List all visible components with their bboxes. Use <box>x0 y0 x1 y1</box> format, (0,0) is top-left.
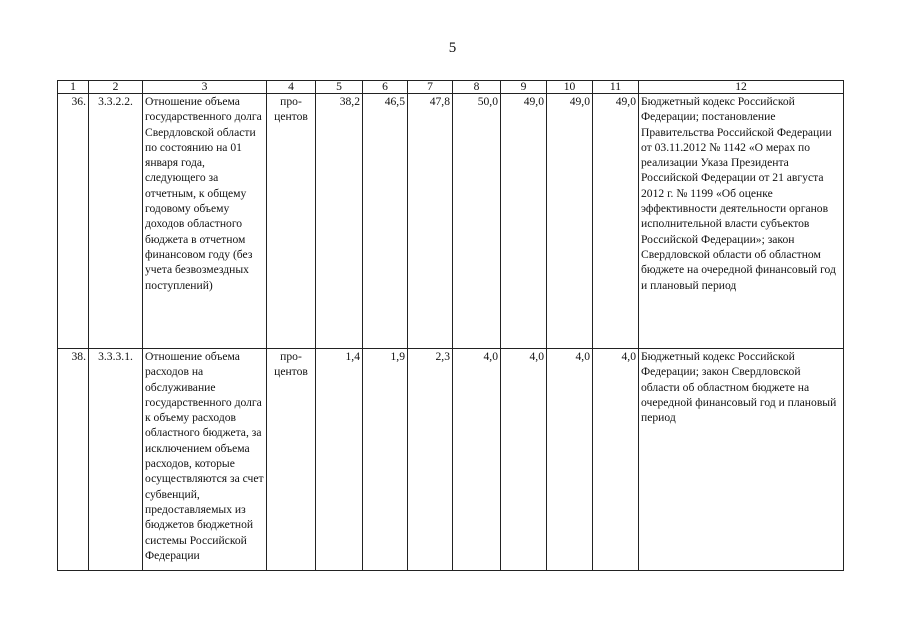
page-number: 5 <box>448 40 457 56</box>
indicator-code: 3.3.2.2. <box>89 94 143 349</box>
column-header: 9 <box>501 81 547 94</box>
indicators-table <box>57 80 844 571</box>
value-cell: 49,0 <box>593 94 639 349</box>
value-cell: 46,5 <box>363 94 408 349</box>
value-cell: 2,3 <box>408 349 453 571</box>
legal-basis: Бюджетный кодекс Российской Федерации; закон Свердловской области об областном бюджете на очередной финансовый год и плановый период <box>639 349 844 571</box>
column-header: 11 <box>593 81 639 94</box>
column-header: 5 <box>316 81 363 94</box>
column-header: 4 <box>267 81 316 94</box>
value-cell: 4,0 <box>453 349 501 571</box>
row-number: 36. <box>58 94 89 349</box>
column-header: 2 <box>89 81 143 94</box>
value-cell: 49,0 <box>501 94 547 349</box>
value-cell: 4,0 <box>501 349 547 571</box>
value-cell: 1,4 <box>316 349 363 571</box>
indicator-description: Отношение объема государственного долга Свердловской области по состоянию на 01 января года, следующего за отчетным, к общему годовому объему доходов областного бюджета в отчетном финансовом году (без учета безвозмездных поступлений) <box>143 94 267 349</box>
value-cell: 38,2 <box>316 94 363 349</box>
table-row <box>58 349 844 571</box>
column-number-row <box>58 81 844 94</box>
column-header: 12 <box>639 81 844 94</box>
column-header: 8 <box>453 81 501 94</box>
row-number: 38. <box>58 349 89 571</box>
indicator-description: Отношение объема расходов на обслуживание государственного долга к объему расходов областного бюджета, за исключением объема расходов, которые осуществляются за счет субвенций, предоставляемых из бюджетов бюджетной системы Российской Федерации <box>143 349 267 571</box>
column-header: 3 <box>143 81 267 94</box>
unit-of-measure: про- центов <box>267 349 316 571</box>
value-cell: 47,8 <box>408 94 453 349</box>
table-row <box>58 94 844 349</box>
value-cell: 49,0 <box>547 94 593 349</box>
value-cell: 4,0 <box>593 349 639 571</box>
value-cell: 4,0 <box>547 349 593 571</box>
indicator-code: 3.3.3.1. <box>89 349 143 571</box>
unit-of-measure: про- центов <box>267 94 316 349</box>
legal-basis: Бюджетный кодекс Российской Федерации; постановление Правительства Российской Федерации от 03.11.2012 № 1142 «О мерах по реализации Указа Президента Российской Федерации от 21 августа 2012 г. № 1199 «Об оценке эффективности деятельности органов исполнительной власти субъектов Российской Федерации»; закон Свердловской области об областном бюджете на очередной финансовый год и плановый период <box>639 94 844 349</box>
column-header: 1 <box>58 81 89 94</box>
value-cell: 1,9 <box>363 349 408 571</box>
column-header: 6 <box>363 81 408 94</box>
column-header: 7 <box>408 81 453 94</box>
value-cell: 50,0 <box>453 94 501 349</box>
column-header: 10 <box>547 81 593 94</box>
